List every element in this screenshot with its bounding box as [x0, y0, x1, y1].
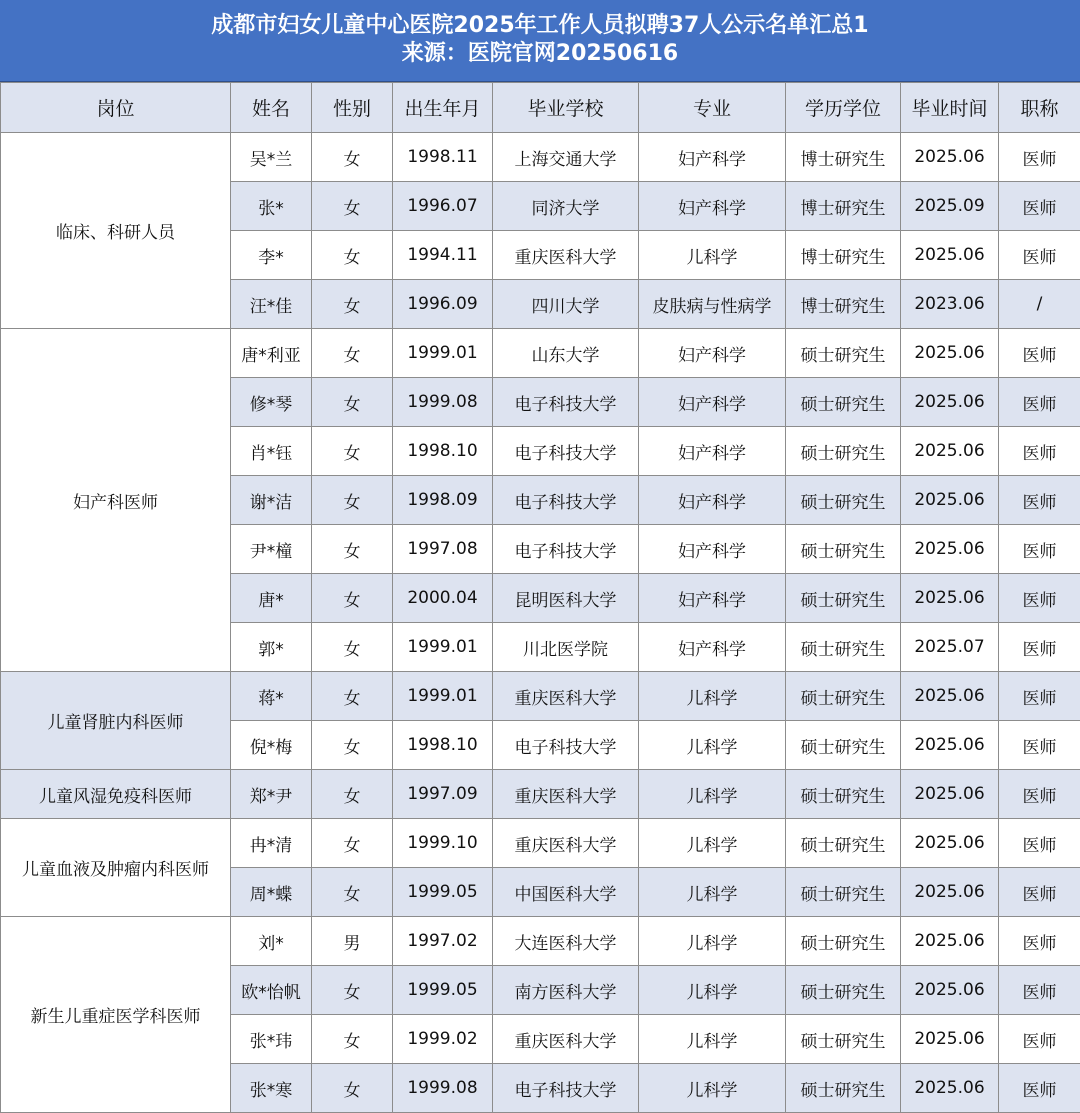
- major-cell: 妇产科学: [639, 378, 786, 427]
- school-cell: 重庆医科大学: [493, 672, 639, 721]
- post-cell: 新生儿重症医学科医师: [1, 917, 231, 1113]
- col-header-title: 职称: [999, 83, 1080, 133]
- post-cell: 儿童肾脏内科医师: [1, 672, 231, 770]
- gender-cell: 女: [312, 231, 393, 280]
- major-cell: 皮肤病与性病学: [639, 280, 786, 329]
- school-cell: 川北医学院: [493, 623, 639, 672]
- table-row: [1, 672, 1080, 721]
- school-cell: 重庆医科大学: [493, 231, 639, 280]
- grad-date-cell: 2025.06: [901, 721, 999, 770]
- gender-cell: 女: [312, 427, 393, 476]
- col-header-gender: 性别: [312, 83, 393, 133]
- gender-cell: 女: [312, 819, 393, 868]
- gender-cell: 女: [312, 966, 393, 1015]
- degree-cell: 硕士研究生: [786, 476, 901, 525]
- col-header-grad-date: 毕业时间: [901, 83, 999, 133]
- major-cell: 儿科学: [639, 917, 786, 966]
- school-cell: 电子科技大学: [493, 378, 639, 427]
- birth-cell: 1999.01: [393, 329, 493, 378]
- birth-cell: 1999.05: [393, 868, 493, 917]
- col-header-name: 姓名: [231, 83, 312, 133]
- gender-cell: 女: [312, 329, 393, 378]
- name-cell: 张*玮: [231, 1015, 312, 1064]
- degree-cell: 硕士研究生: [786, 917, 901, 966]
- grad-date-cell: 2025.06: [901, 378, 999, 427]
- title-cell: 医师: [999, 868, 1080, 917]
- name-cell: 尹*橦: [231, 525, 312, 574]
- school-cell: 昆明医科大学: [493, 574, 639, 623]
- major-cell: 儿科学: [639, 1064, 786, 1113]
- grad-date-cell: 2025.09: [901, 182, 999, 231]
- col-header-school: 毕业学校: [493, 83, 639, 133]
- gender-cell: 女: [312, 525, 393, 574]
- table-row: [1, 770, 1080, 819]
- title-cell: 医师: [999, 966, 1080, 1015]
- grad-date-cell: 2025.06: [901, 1015, 999, 1064]
- school-cell: 电子科技大学: [493, 1064, 639, 1113]
- name-cell: 刘*: [231, 917, 312, 966]
- grad-date-cell: 2025.06: [901, 476, 999, 525]
- title-cell: 医师: [999, 231, 1080, 280]
- grad-date-cell: 2025.06: [901, 672, 999, 721]
- birth-cell: 1999.10: [393, 819, 493, 868]
- gender-cell: 女: [312, 133, 393, 182]
- name-cell: 李*: [231, 231, 312, 280]
- school-cell: 重庆医科大学: [493, 770, 639, 819]
- col-header-birth: 出生年月: [393, 83, 493, 133]
- birth-cell: 1999.01: [393, 623, 493, 672]
- major-cell: 妇产科学: [639, 182, 786, 231]
- gender-cell: 女: [312, 476, 393, 525]
- major-cell: 儿科学: [639, 231, 786, 280]
- name-cell: 唐*利亚: [231, 329, 312, 378]
- birth-cell: 1999.02: [393, 1015, 493, 1064]
- staff-table: [0, 82, 1080, 1113]
- gender-cell: 女: [312, 868, 393, 917]
- gender-cell: 男: [312, 917, 393, 966]
- grad-date-cell: 2025.06: [901, 868, 999, 917]
- name-cell: 汪*佳: [231, 280, 312, 329]
- degree-cell: 硕士研究生: [786, 378, 901, 427]
- col-header-post: 岗位: [1, 83, 231, 133]
- gender-cell: 女: [312, 182, 393, 231]
- birth-cell: 1999.01: [393, 672, 493, 721]
- school-cell: 电子科技大学: [493, 525, 639, 574]
- post-cell: 临床、科研人员: [1, 133, 231, 329]
- school-cell: 电子科技大学: [493, 427, 639, 476]
- name-cell: 欧*怡帆: [231, 966, 312, 1015]
- grad-date-cell: 2025.06: [901, 966, 999, 1015]
- major-cell: 儿科学: [639, 672, 786, 721]
- table-row: [1, 329, 1080, 378]
- grad-date-cell: 2025.06: [901, 574, 999, 623]
- major-cell: 儿科学: [639, 770, 786, 819]
- table-row: [1, 917, 1080, 966]
- table-row: [1, 819, 1080, 868]
- birth-cell: 1997.02: [393, 917, 493, 966]
- degree-cell: 博士研究生: [786, 280, 901, 329]
- degree-cell: 博士研究生: [786, 133, 901, 182]
- degree-cell: 硕士研究生: [786, 427, 901, 476]
- school-cell: 山东大学: [493, 329, 639, 378]
- birth-cell: 1999.08: [393, 378, 493, 427]
- degree-cell: 硕士研究生: [786, 574, 901, 623]
- major-cell: 儿科学: [639, 1015, 786, 1064]
- major-cell: 儿科学: [639, 868, 786, 917]
- birth-cell: 1999.08: [393, 1064, 493, 1113]
- major-cell: 妇产科学: [639, 525, 786, 574]
- degree-cell: 硕士研究生: [786, 721, 901, 770]
- degree-cell: 硕士研究生: [786, 966, 901, 1015]
- table-row: [1, 133, 1080, 182]
- title-cell: /: [999, 280, 1080, 329]
- name-cell: 蒋*: [231, 672, 312, 721]
- school-cell: 电子科技大学: [493, 476, 639, 525]
- title-cell: 医师: [999, 623, 1080, 672]
- major-cell: 妇产科学: [639, 476, 786, 525]
- grad-date-cell: 2025.06: [901, 231, 999, 280]
- birth-cell: 1998.09: [393, 476, 493, 525]
- title-cell: 医师: [999, 378, 1080, 427]
- degree-cell: 硕士研究生: [786, 672, 901, 721]
- birth-cell: 1999.05: [393, 966, 493, 1015]
- birth-cell: 1997.09: [393, 770, 493, 819]
- col-header-major: 专业: [639, 83, 786, 133]
- grad-date-cell: 2025.06: [901, 525, 999, 574]
- school-cell: 四川大学: [493, 280, 639, 329]
- name-cell: 唐*: [231, 574, 312, 623]
- name-cell: 郭*: [231, 623, 312, 672]
- birth-cell: 1997.08: [393, 525, 493, 574]
- school-cell: 同济大学: [493, 182, 639, 231]
- birth-cell: 1996.09: [393, 280, 493, 329]
- birth-cell: 1998.11: [393, 133, 493, 182]
- title-cell: 医师: [999, 770, 1080, 819]
- degree-cell: 博士研究生: [786, 182, 901, 231]
- title-cell: 医师: [999, 819, 1080, 868]
- title-cell: 医师: [999, 917, 1080, 966]
- grad-date-cell: 2025.06: [901, 133, 999, 182]
- title-cell: 医师: [999, 133, 1080, 182]
- title-cell: 医师: [999, 721, 1080, 770]
- birth-cell: 1994.11: [393, 231, 493, 280]
- degree-cell: 硕士研究生: [786, 868, 901, 917]
- title-cell: 医师: [999, 1064, 1080, 1113]
- major-cell: 妇产科学: [639, 574, 786, 623]
- grad-date-cell: 2025.06: [901, 1064, 999, 1113]
- title-cell: 医师: [999, 427, 1080, 476]
- sheet-source: 来源：医院官网20250616: [401, 41, 679, 66]
- name-cell: 吴*兰: [231, 133, 312, 182]
- grad-date-cell: 2025.06: [901, 329, 999, 378]
- major-cell: 妇产科学: [639, 329, 786, 378]
- gender-cell: 女: [312, 672, 393, 721]
- name-cell: 郑*尹: [231, 770, 312, 819]
- gender-cell: 女: [312, 721, 393, 770]
- post-cell: 妇产科医师: [1, 329, 231, 672]
- title-cell: 医师: [999, 574, 1080, 623]
- birth-cell: 1996.07: [393, 182, 493, 231]
- gender-cell: 女: [312, 280, 393, 329]
- school-cell: 重庆医科大学: [493, 1015, 639, 1064]
- name-cell: 张*: [231, 182, 312, 231]
- name-cell: 冉*清: [231, 819, 312, 868]
- birth-cell: 1998.10: [393, 427, 493, 476]
- title-cell: 医师: [999, 1015, 1080, 1064]
- table-body: [1, 133, 1080, 1113]
- grad-date-cell: 2025.06: [901, 819, 999, 868]
- degree-cell: 硕士研究生: [786, 525, 901, 574]
- col-header-degree: 学历学位: [786, 83, 901, 133]
- gender-cell: 女: [312, 770, 393, 819]
- sheet-title: 成都市妇女儿童中心医院2025年工作人员拟聘37人公示名单汇总1: [211, 13, 869, 38]
- gender-cell: 女: [312, 574, 393, 623]
- title-banner: [0, 0, 1080, 82]
- degree-cell: 硕士研究生: [786, 329, 901, 378]
- major-cell: 儿科学: [639, 966, 786, 1015]
- grad-date-cell: 2025.06: [901, 917, 999, 966]
- school-cell: 重庆医科大学: [493, 819, 639, 868]
- school-cell: 南方医科大学: [493, 966, 639, 1015]
- name-cell: 肖*钰: [231, 427, 312, 476]
- school-cell: 上海交通大学: [493, 133, 639, 182]
- major-cell: 妇产科学: [639, 133, 786, 182]
- school-cell: 中国医科大学: [493, 868, 639, 917]
- title-cell: 医师: [999, 182, 1080, 231]
- grad-date-cell: 2023.06: [901, 280, 999, 329]
- degree-cell: 博士研究生: [786, 231, 901, 280]
- degree-cell: 硕士研究生: [786, 770, 901, 819]
- post-cell: 儿童风湿免疫科医师: [1, 770, 231, 819]
- name-cell: 周*蝶: [231, 868, 312, 917]
- degree-cell: 硕士研究生: [786, 1015, 901, 1064]
- birth-cell: 2000.04: [393, 574, 493, 623]
- header-row: [1, 83, 1080, 133]
- birth-cell: 1998.10: [393, 721, 493, 770]
- grad-date-cell: 2025.06: [901, 770, 999, 819]
- gender-cell: 女: [312, 1015, 393, 1064]
- major-cell: 妇产科学: [639, 427, 786, 476]
- title-cell: 医师: [999, 672, 1080, 721]
- post-cell: 儿童血液及肿瘤内科医师: [1, 819, 231, 917]
- title-cell: 医师: [999, 476, 1080, 525]
- title-cell: 医师: [999, 525, 1080, 574]
- school-cell: 大连医科大学: [493, 917, 639, 966]
- name-cell: 谢*洁: [231, 476, 312, 525]
- gender-cell: 女: [312, 623, 393, 672]
- name-cell: 张*寒: [231, 1064, 312, 1113]
- grad-date-cell: 2025.07: [901, 623, 999, 672]
- major-cell: 妇产科学: [639, 623, 786, 672]
- name-cell: 修*琴: [231, 378, 312, 427]
- degree-cell: 硕士研究生: [786, 623, 901, 672]
- school-cell: 电子科技大学: [493, 721, 639, 770]
- gender-cell: 女: [312, 378, 393, 427]
- degree-cell: 硕士研究生: [786, 819, 901, 868]
- title-cell: 医师: [999, 329, 1080, 378]
- name-cell: 倪*梅: [231, 721, 312, 770]
- degree-cell: 硕士研究生: [786, 1064, 901, 1113]
- gender-cell: 女: [312, 1064, 393, 1113]
- major-cell: 儿科学: [639, 819, 786, 868]
- major-cell: 儿科学: [639, 721, 786, 770]
- grad-date-cell: 2025.06: [901, 427, 999, 476]
